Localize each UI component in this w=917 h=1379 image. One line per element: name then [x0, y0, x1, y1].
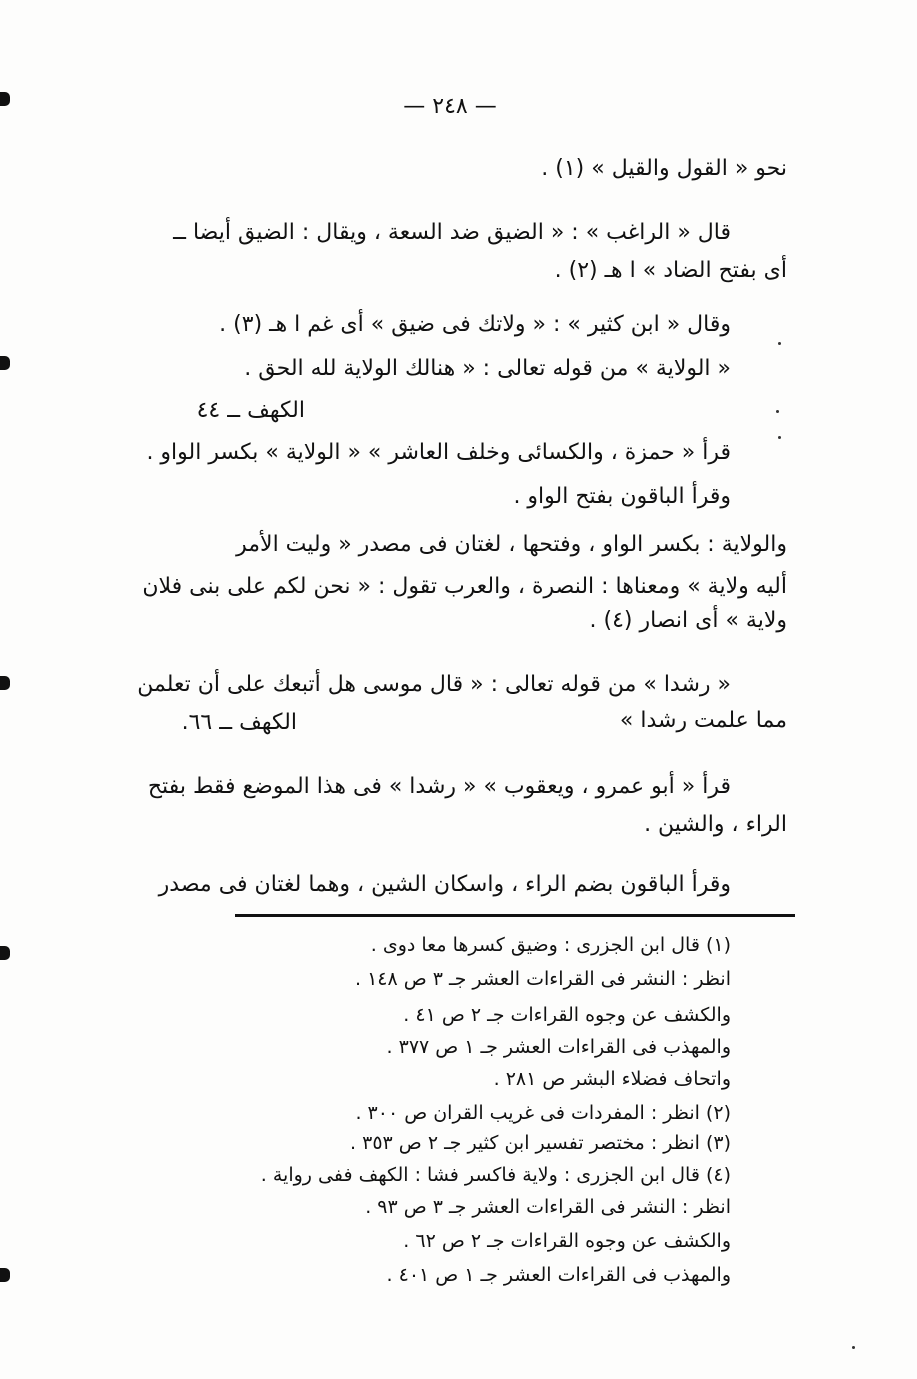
body-line: قرأ « أبو عمرو ، ويعقوب » « رشدا » فى هذا الموضع فقط بفتح: [147, 774, 731, 799]
body-line: أليه ولاية » ومعناها : النصرة ، والعرب تقول : « نحن لكم على بنى فلان: [142, 574, 787, 599]
body-line: قال « الراغب » : « الضيق ضد السعة ، ويقال : الضيق أيضا ــ: [173, 220, 731, 245]
body-line: أى بفتح الضاد » ا هـ (٢) .: [554, 258, 787, 283]
scan-speck: [776, 410, 779, 413]
body-line: وقرأ الباقون بضم الراء ، واسكان الشين ، وهما لغتان فى مصدر: [158, 872, 731, 897]
footnote-separator: [235, 914, 795, 917]
body-line: ولاية » أى انصار (٤) .: [589, 608, 787, 633]
footnote-line: والكشف عن وجوه القراءات جـ ٢ ص ٦٢ .: [403, 1230, 731, 1252]
margin-mark: [0, 946, 10, 960]
body-line: وقرأ الباقون بفتح الواو .: [513, 484, 731, 509]
footnote-line: والكشف عن وجوه القراءات جـ ٢ ص ٤١ .: [403, 1004, 731, 1026]
body-line: نحو « القول والقيل » (١) .: [541, 156, 787, 181]
scan-speck: [778, 436, 781, 439]
footnote-line: واتحاف فضلاء البشر ص ٢٨١ .: [493, 1068, 731, 1090]
footnote-line: (٤) قال ابن الجزرى : ولاية فاكسر فشا : الكهف ففى رواية .: [260, 1164, 731, 1186]
footnote-line: والمهذب فى القراءات العشر جـ ١ ص ٣٧٧ .: [386, 1036, 731, 1058]
body-line: الكهف ــ ٦٦.: [181, 710, 297, 735]
footnote-line: والمهذب فى القراءات العشر جـ ١ ص ٤٠١ .: [386, 1264, 731, 1286]
footnote-line: (٢) انظر : المفردات فى غريب القران ص ٣٠٠ .: [355, 1102, 731, 1124]
body-line: الراء ، والشين .: [644, 812, 787, 837]
body-line: قرأ « حمزة ، والكسائى وخلف العاشر » « الولاية » بكسر الواو .: [146, 440, 731, 465]
body-line: مما علمت رشدا »: [619, 708, 787, 733]
margin-mark: [0, 676, 10, 690]
footnote-line: انظر : النشر فى القراءات العشر جـ ٣ ص ١٤٨ .: [355, 968, 731, 990]
body-line: « رشدا » من قوله تعالى : « قال موسى هل أتبعك على أن تعلمن: [137, 672, 731, 697]
page-number: — ٢٤٨ —: [403, 94, 497, 119]
margin-mark: [0, 356, 10, 370]
scan-speck: [852, 1346, 855, 1349]
body-line: الكهف ــ ٤٤: [196, 398, 305, 423]
footnote-line: انظر : النشر فى القراءات العشر جـ ٣ ص ٩٣ .: [365, 1196, 731, 1218]
body-line: والولاية : بكسر الواو ، وفتحها ، لغتان فى مصدر « وليت الأمر: [236, 532, 787, 557]
margin-mark: [0, 92, 10, 106]
footnote-line: (٣) انظر : مختصر تفسير ابن كثير جـ ٢ ص ٣٥٣ .: [350, 1132, 731, 1154]
body-line: « الولاية » من قوله تعالى : « هنالك الولاية لله الحق .: [244, 356, 731, 381]
scan-speck: [778, 342, 781, 345]
body-line: وقال « ابن كثير » : « ولاتك فى ضيق » أى غم ا هـ (٣) .: [219, 312, 731, 337]
footnote-line: (١) قال ابن الجزرى : وضيق كسرها معا دوى .: [370, 934, 731, 956]
margin-mark: [0, 1268, 10, 1282]
